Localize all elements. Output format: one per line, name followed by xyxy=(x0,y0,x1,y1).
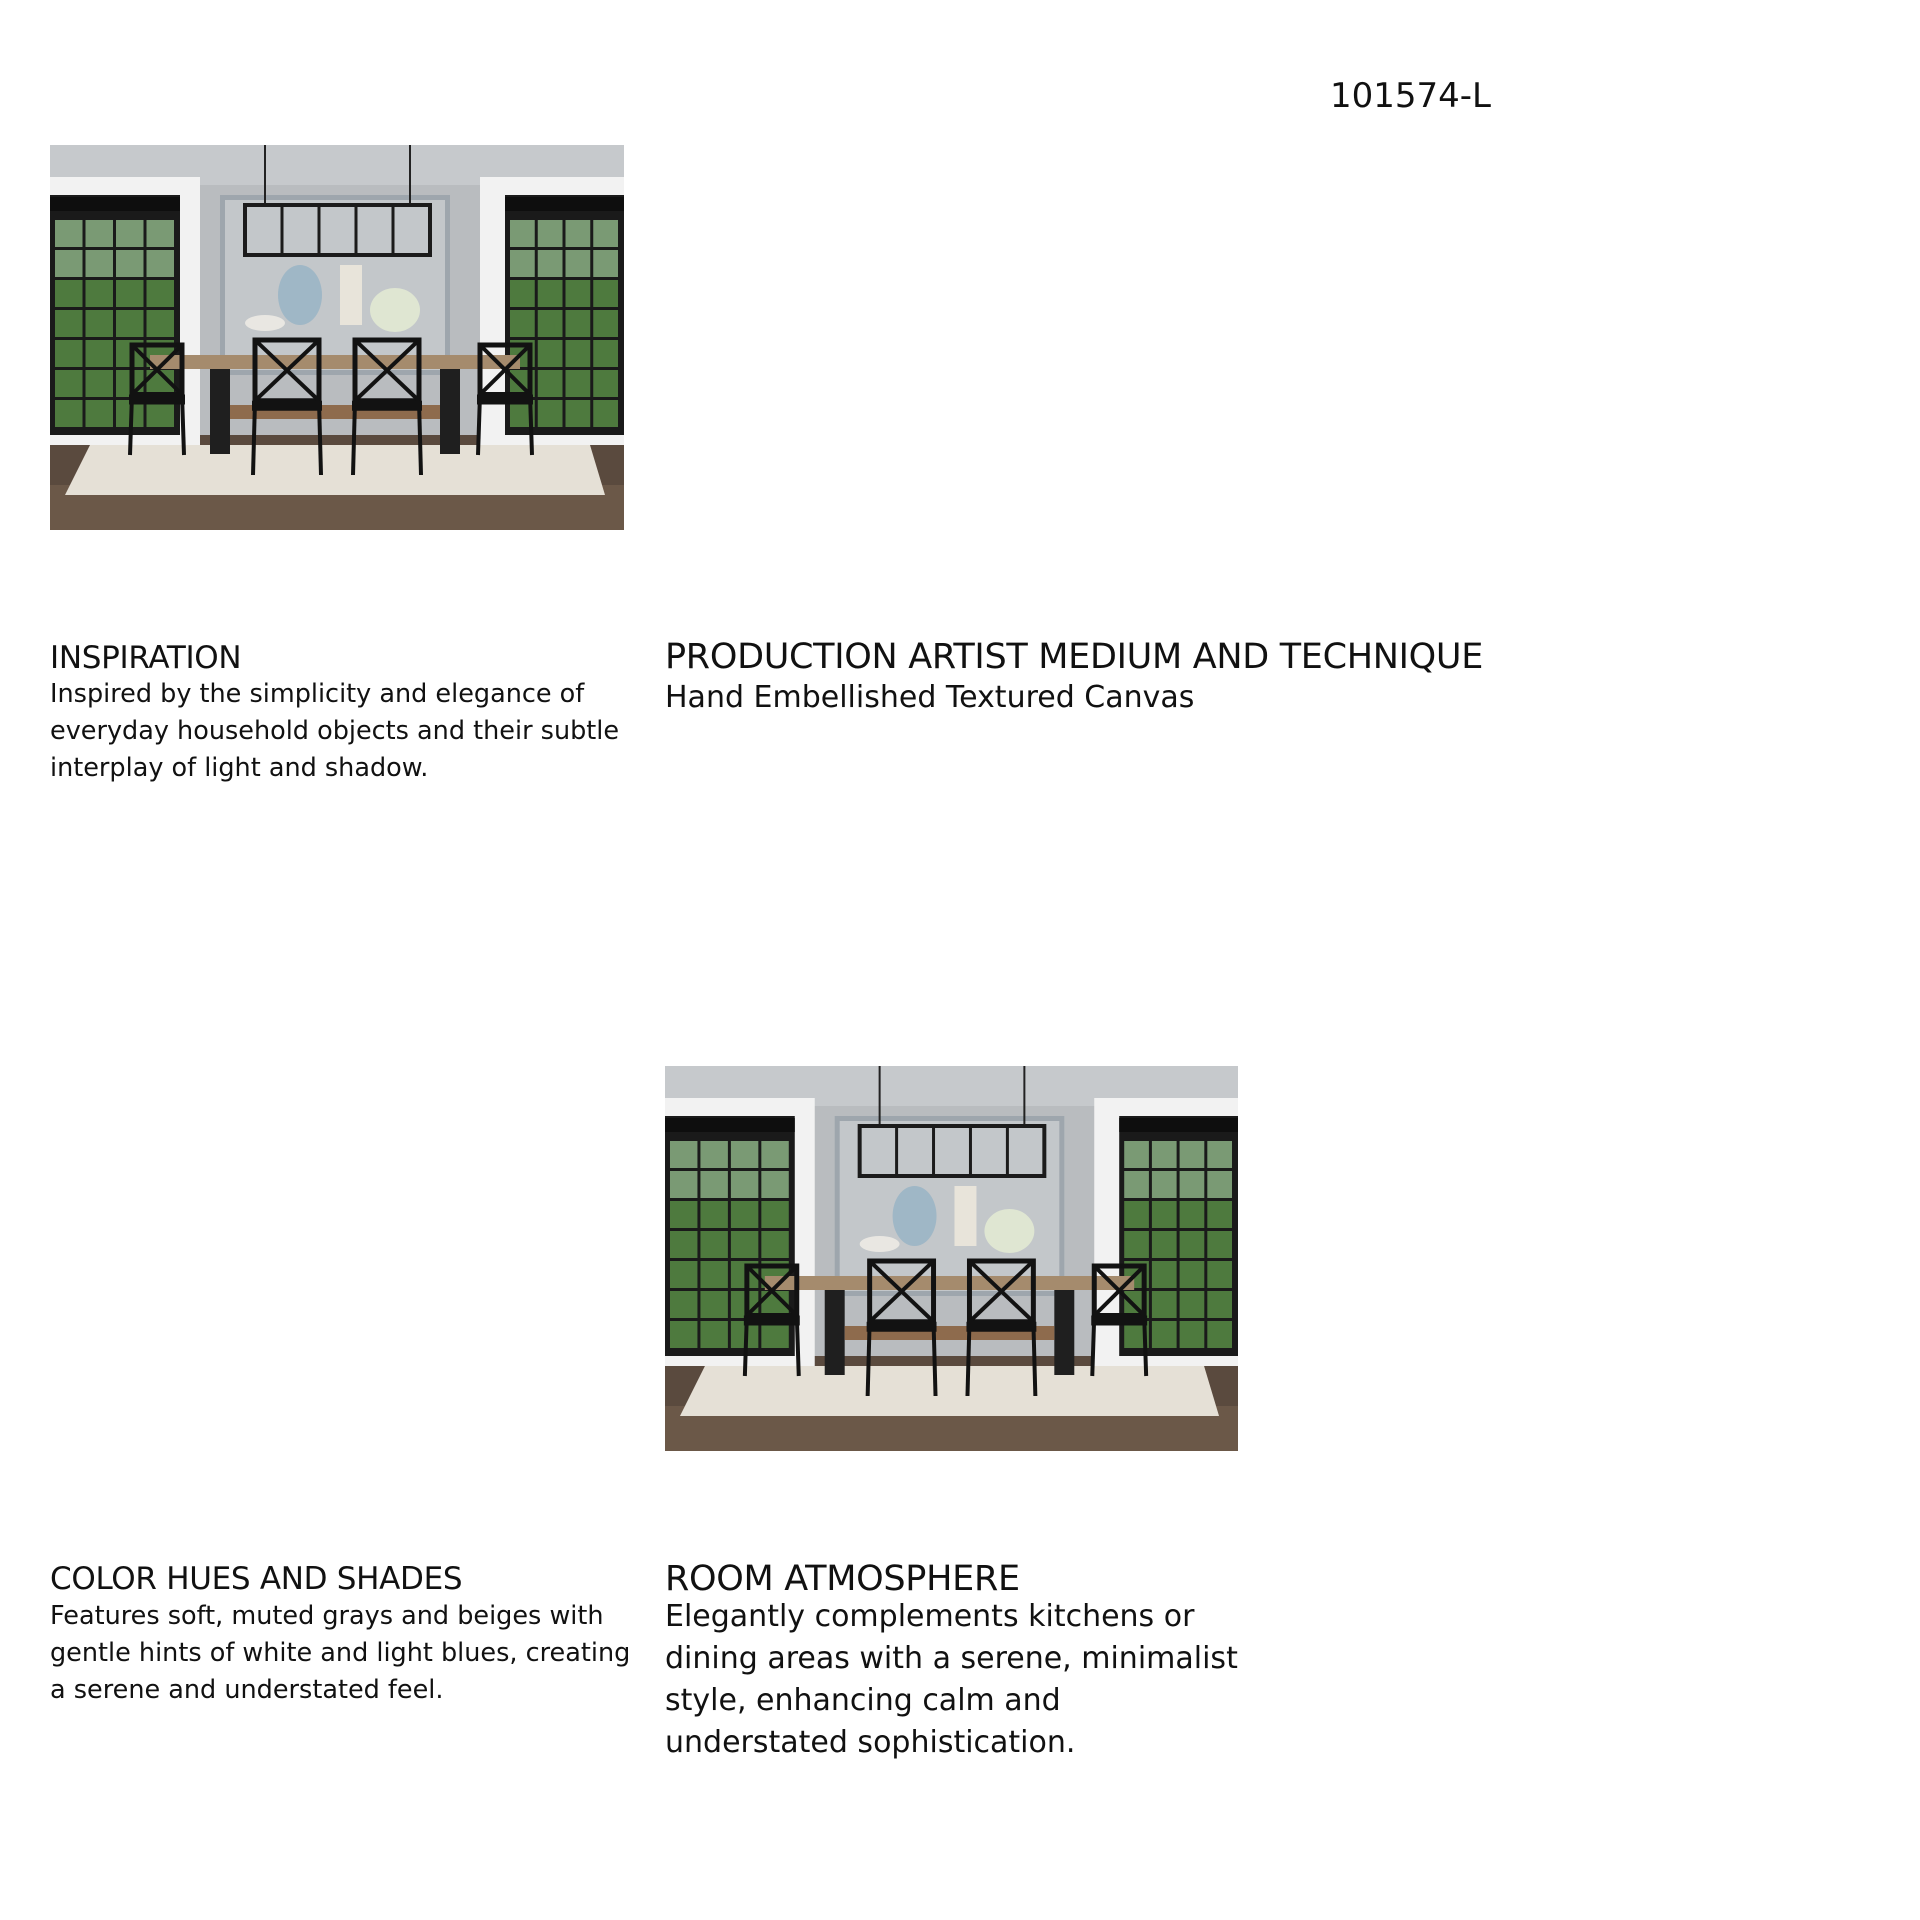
room-heading: ROOM ATMOSPHERE xyxy=(665,1559,1020,1599)
production-text: Hand Embellished Textured Canvas xyxy=(665,680,1195,715)
production-heading: PRODUCTION ARTIST MEDIUM AND TECHNIQUE xyxy=(665,637,1484,677)
room-photo-top xyxy=(50,145,624,530)
color-heading: COLOR HUES AND SHADES xyxy=(50,1561,463,1597)
room-text: Elegantly complements kitchens or dining areas with a serene, minimalist style, enhancing calm and understated sophistication. xyxy=(665,1599,1238,1760)
inspiration-heading: INSPIRATION xyxy=(50,640,242,676)
product-sku: 101574-L xyxy=(1330,76,1492,116)
inspiration-text: Inspired by the simplicity and elegance of everyday household objects and their subtle interplay of light and shadow. xyxy=(50,679,620,783)
color-text: Features soft, muted grays and beiges with gentle hints of white and light blues, creating a serene and understated feel. xyxy=(50,1601,631,1705)
room-photo-bottom xyxy=(665,1066,1238,1451)
